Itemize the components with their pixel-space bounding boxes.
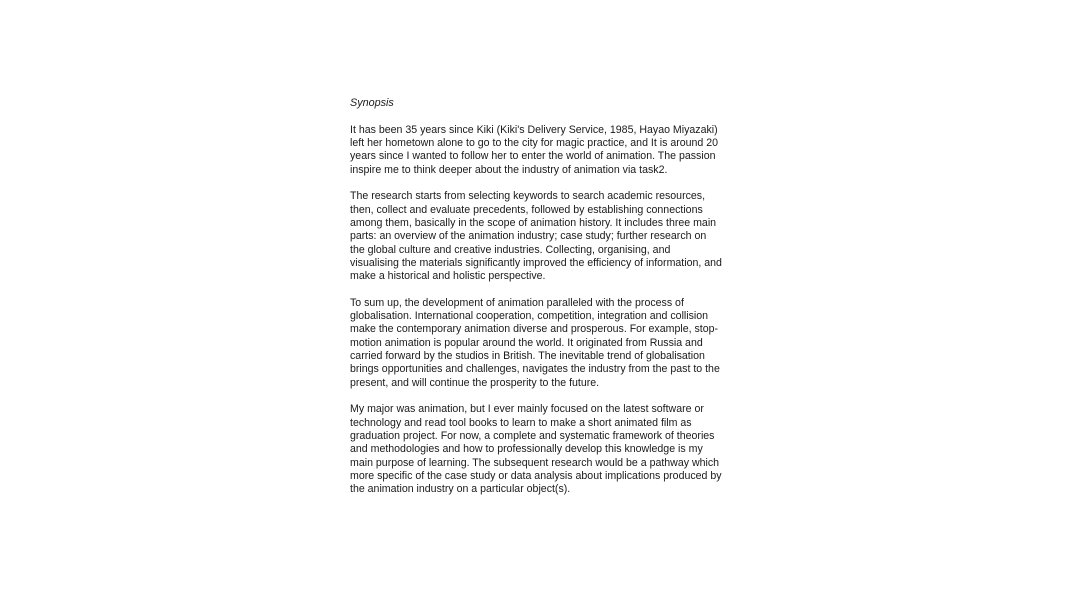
paragraph-intro: It has been 35 years since Kiki (Kiki's Delivery Service, 1985, Hayao Miyazaki) left her hometown alone to go to the city for magic practice, and It is around 20 years since I wanted to follow her to enter the world of animation. The passion inspire me to think deeper about the industry of animation via task2. — [350, 123, 719, 176]
paragraph-major: My major was animation, but I ever mainly focused on the latest software or technology and read tool books to learn to make a short animated film as graduation project. For now, a complete and systematic framework of theories and methodologies and how to professionally develop this knowledge is my main purpose of learning. The subsequent research would be a pathway which more specific of the case study or data analysis about implications produced by the animation industry on a particular object(s). — [350, 403, 722, 496]
paragraph-summary: To sum up, the development of animation paralleled with the process of globalisation. International cooperation, competition, integration and collision make the contemporary animation diverse and prosperous. For example, stop-motion animation is popular around the world. It originated from Russia and carried forward by the studios in British. The inevitable trend of globalisation brings opportunities and challenges, navigates the industry from the past to the present, and will continue the prosperity to the future. — [350, 296, 720, 389]
synopsis-section — [350, 97, 722, 510]
section-title: Synopsis — [350, 97, 394, 109]
paragraph-research: The research starts from selecting keywords to search academic resources, then, collect and evaluate precedents, followed by establishing connections among them, basically in the scope of animation history. It includes three main parts: an overview of the animation industry; case study; further research on the global culture and creative industries. Collecting, organising, and visualising the materials significantly improved the efficiency of information, and make a historical and holistic perspective. — [350, 190, 722, 283]
